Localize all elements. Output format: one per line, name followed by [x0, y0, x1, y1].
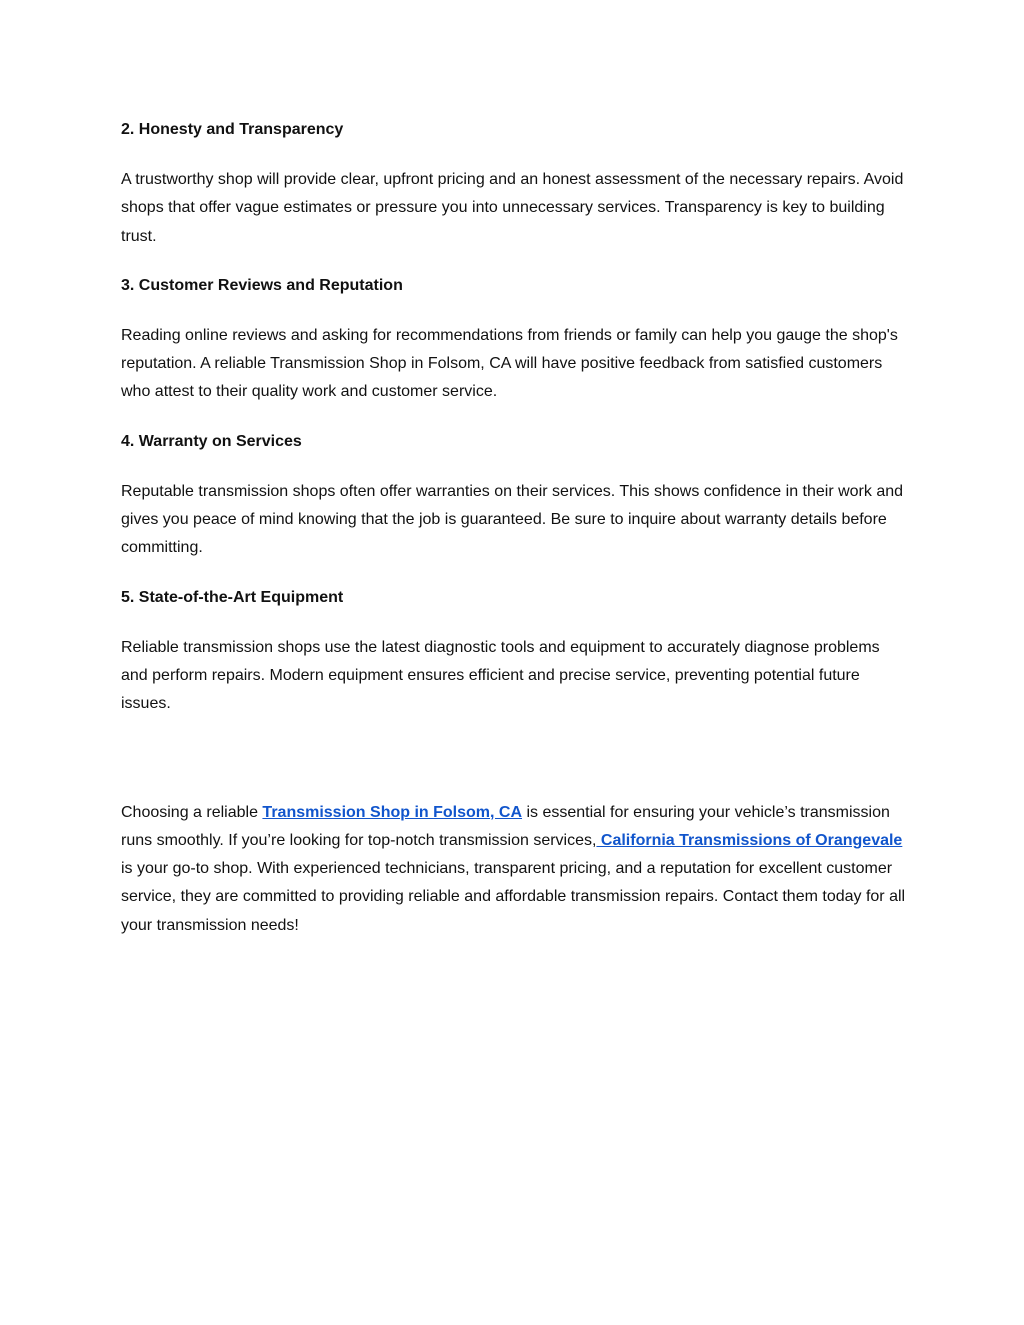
california-transmissions-link[interactable]: California Transmissions of Orangevale — [596, 831, 903, 849]
transmission-shop-folsom-link[interactable]: Transmission Shop in Folsom, CA — [262, 803, 523, 821]
section-body-honesty-transparency: A trustworthy shop will provide clear, upfront pricing and an honest assessment of the necessary repairs. Avoid shops that offer vague estimates or pressure you into unnecessary services. Transparency is key to building trust. — [121, 171, 904, 245]
section-body-warranty: Reputable transmission shops often offer warranties on their services. This shows confidence in their work and gives you peace of mind knowing that the job is guaranteed. Be sure to inquire about warranty details before committing. — [121, 482, 904, 557]
section-heading-warranty: 4. Warranty on Services — [121, 432, 302, 450]
section-body-equipment: Reliable transmission shops use the latest diagnostic tools and equipment to accurately diagnose problems and perform repairs. Modern equipment ensures efficient and precise service, preventing potential future issues. — [121, 638, 880, 713]
closing-text-2: is essential for ensuring your vehicle’s transmission runs smoothly. If you’re looking for top-notch transmission services, — [121, 803, 890, 849]
section-heading-honesty-transparency: 2. Honesty and Transparency — [121, 121, 344, 138]
closing-text-3: is your go-to shop. With experienced technicians, transparent pricing, and a reputation for excellent customer service, they are committed to providing reliable and affordable transmission repairs. Contact them today for all your transmission needs! — [121, 860, 906, 934]
section-body-customer-reviews: Reading online reviews and asking for recommendations from friends or family can help you gauge the shop's reputation. A reliable Transmission Shop in Folsom, CA will have positive feedback from satisfied customers who attest to their quality work and customer service. — [121, 326, 898, 401]
section-heading-equipment: 5. State-of-the-Art Equipment — [121, 588, 344, 606]
closing-text-1: Choosing a reliable — [121, 803, 263, 821]
section-heading-customer-reviews: 3. Customer Reviews and Reputation — [121, 276, 403, 294]
closing-paragraph — [121, 799, 906, 940]
